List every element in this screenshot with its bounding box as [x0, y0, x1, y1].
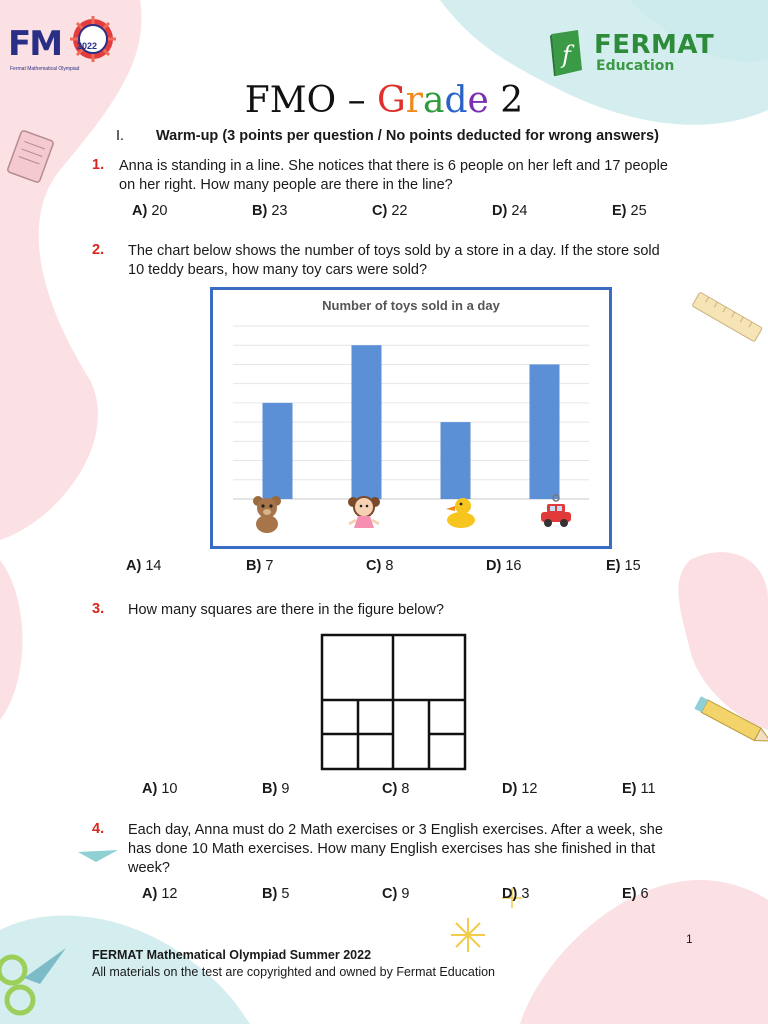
answer-choice[interactable]: D) 3	[502, 886, 530, 902]
answer-choice[interactable]: C) 8	[382, 781, 410, 797]
answer-choice[interactable]: E) 25	[612, 203, 647, 219]
answer-choice[interactable]: E) 6	[622, 886, 649, 902]
question-line: week?	[128, 860, 170, 876]
answer-choice[interactable]: E) 11	[622, 781, 656, 797]
question-line: 10 teddy bears, how many toy cars were sold?	[128, 262, 428, 278]
title-letter: a	[423, 80, 445, 121]
question-text	[128, 601, 708, 620]
answer-choice[interactable]: B) 7	[246, 558, 274, 574]
answer-choice[interactable]: B) 23	[252, 203, 288, 219]
fermat-logo-tagline: Education	[596, 58, 675, 74]
toy-car-icon	[541, 495, 571, 527]
bar-chart-svg	[213, 290, 609, 546]
answer-choice[interactable]: A) 12	[142, 886, 178, 902]
answer-choice[interactable]: C) 8	[366, 558, 394, 574]
answer-choice[interactable]: B) 5	[262, 886, 290, 902]
answer-choice[interactable]: C) 22	[372, 203, 408, 219]
chart-title: Number of toys sold in a day	[322, 298, 500, 313]
fermat-book-icon	[548, 30, 586, 76]
question-text	[128, 821, 696, 878]
question-line: How many squares are there in the figure below?	[128, 602, 444, 618]
section-number: I.	[116, 128, 125, 144]
teddy-bear-icon	[253, 496, 281, 533]
question-line: Anna is standing in a line. She notices that there is 6 people on her left and 17 people	[119, 158, 668, 174]
chart-bar-toy-car	[530, 364, 560, 499]
answer-choice[interactable]: A) 10	[142, 781, 178, 797]
chart-bar-rubber-duck	[441, 422, 471, 499]
answer-choice[interactable]: D) 16	[486, 558, 522, 574]
title-letter: 2	[488, 80, 524, 121]
question-text	[128, 242, 708, 280]
sun-badge-icon	[70, 16, 116, 62]
title-letter: r	[405, 80, 424, 121]
answer-choice[interactable]: D) 12	[502, 781, 538, 797]
question-number: 1.	[92, 157, 105, 173]
page-title	[0, 80, 768, 121]
chart-bar-teddy-bear	[263, 403, 293, 499]
squares-figure	[320, 633, 468, 773]
question-number: 2.	[92, 242, 105, 258]
section-label: Warm-up (3 points per question / No points deducted for wrong answers)	[156, 128, 659, 144]
fmo-logo-subtitle: Fermat Mathematical Olympiad	[10, 66, 80, 72]
title-letter: e	[467, 80, 489, 121]
fmo-logo-year: 2022	[77, 41, 98, 51]
duck-icon	[446, 498, 475, 528]
ruler-icon	[692, 292, 762, 342]
answer-choice[interactable]: D) 24	[492, 203, 528, 219]
title-letter: G	[377, 80, 406, 121]
chart-bar-doll	[352, 345, 382, 499]
answer-choice[interactable]: B) 9	[262, 781, 290, 797]
question-line: on her right. How many people are there in the line?	[119, 177, 453, 193]
footer-title: FERMAT Mathematical Olympiad Summer 2022	[92, 948, 372, 962]
question-line: Each day, Anna must do 2 Math exercises or 3 English exercises. After a week, she	[128, 822, 663, 838]
bar-chart	[210, 287, 612, 549]
answer-choice[interactable]: A) 14	[126, 558, 162, 574]
answer-choices	[132, 203, 732, 219]
fmo-logo-text: FM	[8, 24, 62, 64]
question-number: 4.	[92, 821, 105, 837]
triangle-shape	[78, 850, 118, 862]
svg-text:f: f	[562, 41, 571, 69]
answer-choice[interactable]: A) 20	[132, 203, 168, 219]
question-line: The chart below shows the number of toys sold by a store in a day. If the store sold	[128, 243, 660, 259]
question-number: 3.	[92, 601, 105, 617]
answer-choices	[126, 558, 726, 574]
fermat-education-logo	[548, 30, 738, 80]
title-prefix: FMO –	[244, 80, 378, 121]
fermat-logo-name: FERMAT	[594, 30, 715, 60]
section-heading	[116, 128, 659, 144]
answer-choice[interactable]: E) 15	[606, 558, 641, 574]
question-text	[119, 157, 709, 195]
footer-copyright: All materials on the test are copyrighted and owned by Fermat Education	[92, 965, 495, 979]
fmo-logo	[8, 14, 112, 74]
doll-icon	[348, 497, 380, 528]
question-line: has done 10 Math exercises. How many English exercises has she finished in that	[128, 841, 656, 857]
answer-choices	[142, 886, 742, 902]
title-letter: d	[444, 80, 468, 121]
answer-choices	[142, 781, 742, 797]
page-number: 1	[686, 932, 693, 946]
answer-choice[interactable]: C) 9	[382, 886, 410, 902]
